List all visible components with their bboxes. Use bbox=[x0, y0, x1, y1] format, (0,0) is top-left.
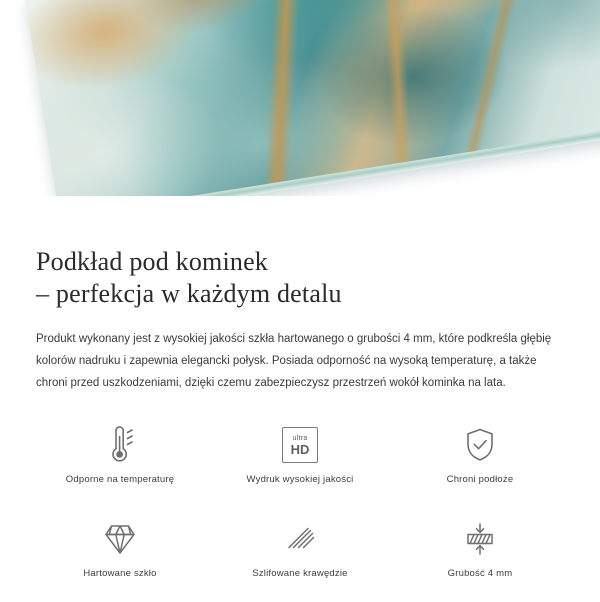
feature-item-surface-protection bbox=[390, 422, 570, 508]
marble-artwork bbox=[25, 0, 600, 222]
feature-item-temperature bbox=[30, 422, 210, 508]
feature-label: Wydruk wysokiej jakości bbox=[246, 474, 354, 485]
sparkle-icon: ✦ bbox=[533, 172, 559, 205]
feature-grid bbox=[0, 400, 600, 602]
feature-label: Chroni podłoże bbox=[446, 474, 514, 485]
shield-check-icon bbox=[460, 422, 500, 468]
page-title-line-1: Podkład pod kominek bbox=[36, 247, 269, 276]
ultra-hd-icon bbox=[282, 422, 318, 468]
page-title bbox=[36, 246, 564, 310]
feature-item-polished-edges bbox=[210, 516, 390, 602]
ultra-hd-badge-top: ultra bbox=[292, 434, 308, 442]
ultra-hd-badge-bottom: HD bbox=[290, 441, 310, 457]
product-description: Produkt wykonany jest z wysokiej jakości szkła hartowanego o grubości 4 mm, które podkreśla głębię kolorów nadruku i zapewnia elegancki połysk. Posiada odporność na wysoką temperaturę, a także chroni przed uszkodzeniami, dzięki czemu zabezpieczysz przestrzeń wokół kominka na lata. bbox=[36, 333, 552, 389]
glass-panel-product-image bbox=[25, 0, 600, 222]
page-title-line-2: – perfekcja w każdym detalu bbox=[36, 279, 342, 308]
sparkle-small-icon: ✦ bbox=[556, 189, 570, 206]
thickness-arrows-icon bbox=[459, 516, 501, 562]
content-block bbox=[0, 222, 600, 394]
thermometer-icon bbox=[100, 422, 140, 468]
feature-item-thickness bbox=[390, 516, 570, 602]
feature-item-tempered-glass bbox=[30, 516, 210, 602]
polished-edge-icon bbox=[279, 516, 321, 562]
hero-image bbox=[0, 0, 600, 222]
feature-label: Szlifowane krawędzie bbox=[252, 568, 348, 579]
feature-label: Hartowane szkło bbox=[83, 568, 157, 579]
diamond-icon bbox=[99, 516, 141, 562]
hero-bottom-mask bbox=[0, 196, 600, 222]
feature-label: Odporne na temperaturę bbox=[65, 474, 175, 485]
feature-item-print-quality bbox=[210, 422, 390, 508]
feature-label: Grubość 4 mm bbox=[447, 568, 513, 579]
